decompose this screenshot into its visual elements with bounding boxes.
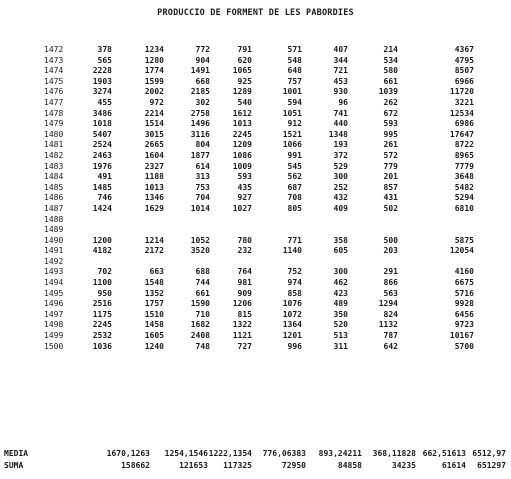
value-cell: 1014: [190, 203, 210, 213]
value-cell: 232: [237, 246, 252, 256]
value-cell: 1001: [282, 87, 302, 97]
value-cell: 2463: [92, 150, 112, 160]
value-cell: 815: [237, 309, 252, 319]
value-cell: 453: [333, 76, 348, 86]
value-cell: 1065: [232, 66, 252, 76]
year-cell: 1496: [44, 299, 64, 309]
value-cell: 2172: [144, 246, 164, 256]
value-cell: 1027: [232, 203, 252, 213]
year-cell: 1492: [44, 256, 64, 266]
value-cell: 1280: [144, 55, 164, 65]
media-label: MEDIA: [4, 449, 29, 458]
value-cell: 605: [333, 246, 348, 256]
value-cell: 1121: [232, 331, 252, 341]
value-cell: 620: [237, 55, 252, 65]
value-cell: 358: [333, 235, 348, 245]
value-cell: 5875: [454, 235, 474, 245]
table-row: [0, 119, 511, 130]
value-cell: 262: [383, 97, 398, 107]
table-row: [0, 204, 511, 215]
suma-value: 72950: [281, 461, 306, 470]
value-cell: 1188: [144, 172, 164, 182]
value-cell: 10167: [449, 331, 474, 341]
suma-value: 117325: [223, 461, 252, 470]
value-cell: 593: [237, 172, 252, 182]
value-cell: 2228: [92, 66, 112, 76]
value-cell: 534: [383, 55, 398, 65]
value-cell: 2214: [144, 108, 164, 118]
value-cell: 540: [237, 97, 252, 107]
value-cell: 1013: [232, 119, 252, 129]
value-cell: 1682: [190, 320, 210, 330]
summary-block: [0, 448, 511, 472]
year-cell: 1480: [44, 129, 64, 139]
value-cell: 1514: [144, 119, 164, 129]
value-cell: 572: [383, 150, 398, 160]
value-cell: 909: [237, 288, 252, 298]
table-row: [0, 66, 511, 77]
value-cell: 300: [333, 267, 348, 277]
value-cell: 1240: [144, 341, 164, 351]
value-cell: 455: [97, 97, 112, 107]
year-cell: 1500: [44, 341, 64, 351]
value-cell: 702: [97, 267, 112, 277]
suma-value: 651297: [477, 461, 506, 470]
table-row: [0, 56, 511, 67]
value-cell: 2524: [92, 140, 112, 150]
value-cell: 772: [195, 45, 210, 54]
value-cell: 6675: [454, 278, 474, 288]
value-cell: 1036: [92, 341, 112, 351]
value-cell: 5482: [454, 182, 474, 192]
value-cell: 5700: [454, 341, 474, 351]
value-cell: 1364: [282, 320, 302, 330]
value-cell: 744: [195, 278, 210, 288]
value-cell: 991: [287, 150, 302, 160]
value-cell: 1496: [190, 119, 210, 129]
value-cell: 780: [237, 235, 252, 245]
table-row: [0, 109, 511, 120]
value-cell: 432: [333, 193, 348, 203]
value-cell: 435: [237, 182, 252, 192]
value-cell: 746: [97, 193, 112, 203]
year-cell: 1494: [44, 278, 64, 288]
value-cell: 2245: [92, 320, 112, 330]
table-row: [0, 331, 511, 342]
table-row: [0, 289, 511, 300]
value-cell: 687: [287, 182, 302, 192]
value-cell: 648: [287, 66, 302, 76]
value-cell: 1214: [144, 235, 164, 245]
value-cell: 6966: [454, 76, 474, 86]
value-cell: 8507: [454, 66, 474, 76]
value-cell: 904: [195, 55, 210, 65]
year-cell: 1475: [44, 76, 64, 86]
table-row: [0, 267, 511, 278]
media-value: 368,11828: [372, 449, 416, 458]
value-cell: 1066: [282, 140, 302, 150]
value-cell: 912: [287, 119, 302, 129]
value-cell: 4795: [454, 55, 474, 65]
value-cell: 580: [383, 66, 398, 76]
value-cell: 423: [333, 288, 348, 298]
value-cell: 1132: [378, 320, 398, 330]
value-cell: 1629: [144, 203, 164, 213]
value-cell: 7779: [454, 161, 474, 171]
value-cell: 805: [287, 203, 302, 213]
value-cell: 2002: [144, 87, 164, 97]
value-cell: 407: [333, 45, 348, 54]
year-cell: 1488: [44, 214, 64, 224]
value-cell: 2245: [232, 129, 252, 139]
value-cell: 565: [97, 55, 112, 65]
value-cell: 996: [287, 341, 302, 351]
value-cell: 350: [333, 309, 348, 319]
value-cell: 1348: [328, 129, 348, 139]
value-cell: 1604: [144, 150, 164, 160]
value-cell: 779: [383, 161, 398, 171]
value-cell: 545: [287, 161, 302, 171]
value-cell: 1140: [282, 246, 302, 256]
value-cell: 791: [237, 45, 252, 54]
value-cell: 741: [333, 108, 348, 118]
value-cell: 5716: [454, 288, 474, 298]
suma-value: 121653: [179, 461, 208, 470]
table-row: [0, 310, 511, 321]
value-cell: 12534: [449, 108, 474, 118]
value-cell: 727: [237, 341, 252, 351]
value-cell: 1294: [378, 299, 398, 309]
value-cell: 927: [237, 193, 252, 203]
value-cell: 1352: [144, 288, 164, 298]
year-cell: 1499: [44, 331, 64, 341]
table-row: [0, 130, 511, 141]
value-cell: 748: [195, 341, 210, 351]
year-cell: 1495: [44, 288, 64, 298]
value-cell: 372: [333, 150, 348, 160]
value-cell: 1209: [232, 140, 252, 150]
value-cell: 753: [195, 182, 210, 192]
table-row: [0, 77, 511, 88]
value-cell: 3648: [454, 172, 474, 182]
year-cell: 1483: [44, 161, 64, 171]
value-cell: 3015: [144, 129, 164, 139]
value-cell: 502: [383, 203, 398, 213]
value-cell: 1510: [144, 309, 164, 319]
value-cell: 311: [333, 341, 348, 351]
table-row: [0, 257, 511, 268]
value-cell: 6456: [454, 309, 474, 319]
year-cell: 1481: [44, 140, 64, 150]
value-cell: 1521: [282, 129, 302, 139]
year-cell: 1479: [44, 119, 64, 129]
value-cell: 489: [333, 299, 348, 309]
suma-value: 61614: [441, 461, 466, 470]
value-cell: 1009: [232, 161, 252, 171]
value-cell: 995: [383, 129, 398, 139]
value-cell: 1072: [282, 309, 302, 319]
value-cell: 313: [195, 172, 210, 182]
value-cell: 930: [333, 87, 348, 97]
value-cell: 500: [383, 235, 398, 245]
value-cell: 974: [287, 278, 302, 288]
media-value: 662,51613: [422, 449, 466, 458]
value-cell: 17647: [449, 129, 474, 139]
value-cell: 672: [383, 108, 398, 118]
table-row: [0, 299, 511, 310]
value-cell: 1201: [282, 331, 302, 341]
value-cell: 858: [287, 288, 302, 298]
value-cell: 757: [287, 76, 302, 86]
value-cell: 663: [149, 267, 164, 277]
value-cell: 1757: [144, 299, 164, 309]
value-cell: 710: [195, 309, 210, 319]
table-row: [0, 236, 511, 247]
table-row: [0, 215, 511, 226]
value-cell: 764: [237, 267, 252, 277]
value-cell: 771: [287, 235, 302, 245]
table-row: [0, 87, 511, 98]
value-cell: 8965: [454, 150, 474, 160]
value-cell: 378: [97, 45, 112, 54]
value-cell: 2758: [190, 108, 210, 118]
value-cell: 2532: [92, 331, 112, 341]
value-cell: 4367: [454, 45, 474, 54]
value-cell: 642: [383, 341, 398, 351]
value-cell: 344: [333, 55, 348, 65]
value-cell: 214: [383, 45, 398, 54]
media-value: 1670,1263: [106, 449, 150, 458]
value-cell: 563: [383, 288, 398, 298]
value-cell: 9928: [454, 299, 474, 309]
table-row: [0, 98, 511, 109]
year-cell: 1482: [44, 150, 64, 160]
value-cell: 96: [338, 97, 348, 107]
suma-value: 84858: [337, 461, 362, 470]
year-cell: 1491: [44, 246, 64, 256]
year-cell: 1476: [44, 87, 64, 97]
value-cell: 1774: [144, 66, 164, 76]
document-title: PRODUCCIO DE FORMENT DE LES PABORDIES: [157, 8, 354, 18]
table-row: [0, 172, 511, 183]
value-cell: 1234: [144, 45, 164, 54]
value-cell: 1322: [232, 320, 252, 330]
value-cell: 203: [383, 246, 398, 256]
value-cell: 824: [383, 309, 398, 319]
value-cell: 1051: [282, 108, 302, 118]
value-cell: 8722: [454, 140, 474, 150]
value-cell: 708: [287, 193, 302, 203]
value-cell: 668: [195, 76, 210, 86]
year-cell: 1489: [44, 225, 64, 235]
value-cell: 661: [383, 76, 398, 86]
year-cell: 1493: [44, 267, 64, 277]
value-cell: 1903: [92, 76, 112, 86]
value-cell: 520: [333, 320, 348, 330]
value-cell: 11720: [449, 87, 474, 97]
value-cell: 491: [97, 172, 112, 182]
value-cell: 291: [383, 267, 398, 277]
value-cell: 201: [383, 172, 398, 182]
value-cell: 12054: [449, 246, 474, 256]
table-row: [0, 151, 511, 162]
value-cell: 1612: [232, 108, 252, 118]
value-cell: 252: [333, 182, 348, 192]
value-cell: 3221: [454, 97, 474, 107]
value-cell: 2185: [190, 87, 210, 97]
value-cell: 857: [383, 182, 398, 192]
suma-value: 34235: [391, 461, 416, 470]
year-cell: 1473: [44, 55, 64, 65]
value-cell: 5407: [92, 129, 112, 139]
value-cell: 2327: [144, 161, 164, 171]
table-row: [0, 140, 511, 151]
value-cell: 1458: [144, 320, 164, 330]
value-cell: 2665: [144, 140, 164, 150]
suma-row: [0, 460, 511, 472]
value-cell: 1175: [92, 309, 112, 319]
table-row: [0, 183, 511, 194]
value-cell: 571: [287, 45, 302, 54]
year-cell: 1472: [44, 45, 64, 54]
value-cell: 3116: [190, 129, 210, 139]
value-cell: 1485: [92, 182, 112, 192]
value-cell: 3274: [92, 87, 112, 97]
suma-value: 158662: [121, 461, 150, 470]
value-cell: 1100: [92, 278, 112, 288]
year-cell: 1474: [44, 66, 64, 76]
value-cell: 193: [333, 140, 348, 150]
value-cell: 1877: [190, 150, 210, 160]
media-row: [0, 448, 511, 460]
table-row: [0, 225, 511, 236]
value-cell: 1289: [232, 87, 252, 97]
value-cell: 462: [333, 278, 348, 288]
value-cell: 1346: [144, 193, 164, 203]
value-cell: 9723: [454, 320, 474, 330]
value-cell: 593: [383, 119, 398, 129]
value-cell: 1039: [378, 87, 398, 97]
value-cell: 261: [383, 140, 398, 150]
year-cell: 1487: [44, 203, 64, 213]
value-cell: 513: [333, 331, 348, 341]
production-table: [0, 45, 511, 352]
value-cell: 3520: [190, 246, 210, 256]
value-cell: 302: [195, 97, 210, 107]
year-cell: 1490: [44, 235, 64, 245]
value-cell: 2408: [190, 331, 210, 341]
table-row: [0, 320, 511, 331]
table-row: [0, 278, 511, 289]
value-cell: 1491: [190, 66, 210, 76]
media-value: 6512,97: [472, 449, 506, 458]
value-cell: 614: [195, 161, 210, 171]
year-cell: 1477: [44, 97, 64, 107]
value-cell: 1086: [232, 150, 252, 160]
value-cell: 431: [383, 193, 398, 203]
value-cell: 409: [333, 203, 348, 213]
value-cell: 3486: [92, 108, 112, 118]
value-cell: 529: [333, 161, 348, 171]
year-cell: 1478: [44, 108, 64, 118]
table-row: [0, 45, 511, 56]
year-cell: 1486: [44, 193, 64, 203]
value-cell: 562: [287, 172, 302, 182]
table-row: [0, 193, 511, 204]
media-value: 1254,1546: [164, 449, 208, 458]
value-cell: 981: [237, 278, 252, 288]
value-cell: 5294: [454, 193, 474, 203]
table-row: [0, 162, 511, 173]
value-cell: 440: [333, 119, 348, 129]
value-cell: 972: [149, 97, 164, 107]
value-cell: 6986: [454, 119, 474, 129]
value-cell: 1976: [92, 161, 112, 171]
value-cell: 6810: [454, 203, 474, 213]
value-cell: 1076: [282, 299, 302, 309]
value-cell: 866: [383, 278, 398, 288]
year-cell: 1498: [44, 320, 64, 330]
value-cell: 704: [195, 193, 210, 203]
value-cell: 661: [195, 288, 210, 298]
value-cell: 1052: [190, 235, 210, 245]
value-cell: 925: [237, 76, 252, 86]
year-cell: 1497: [44, 309, 64, 319]
media-value: 776,06383: [262, 449, 306, 458]
value-cell: 1599: [144, 76, 164, 86]
value-cell: 4182: [92, 246, 112, 256]
year-cell: 1484: [44, 172, 64, 182]
value-cell: 1548: [144, 278, 164, 288]
table-row: [0, 246, 511, 257]
value-cell: 1424: [92, 203, 112, 213]
value-cell: 1013: [144, 182, 164, 192]
value-cell: 1206: [232, 299, 252, 309]
value-cell: 787: [383, 331, 398, 341]
value-cell: 752: [287, 267, 302, 277]
value-cell: 548: [287, 55, 302, 65]
value-cell: 2516: [92, 299, 112, 309]
value-cell: 594: [287, 97, 302, 107]
value-cell: 688: [195, 267, 210, 277]
table-row: [0, 342, 511, 353]
value-cell: 1605: [144, 331, 164, 341]
value-cell: 1590: [190, 299, 210, 309]
media-value: 893,24211: [318, 449, 362, 458]
value-cell: 721: [333, 66, 348, 76]
suma-label: SUMA: [4, 461, 24, 470]
value-cell: 4160: [454, 267, 474, 277]
value-cell: 950: [97, 288, 112, 298]
value-cell: 804: [195, 140, 210, 150]
value-cell: 1018: [92, 119, 112, 129]
media-value: 1222,1354: [208, 449, 252, 458]
year-cell: 1485: [44, 182, 64, 192]
value-cell: 1200: [92, 235, 112, 245]
value-cell: 300: [333, 172, 348, 182]
